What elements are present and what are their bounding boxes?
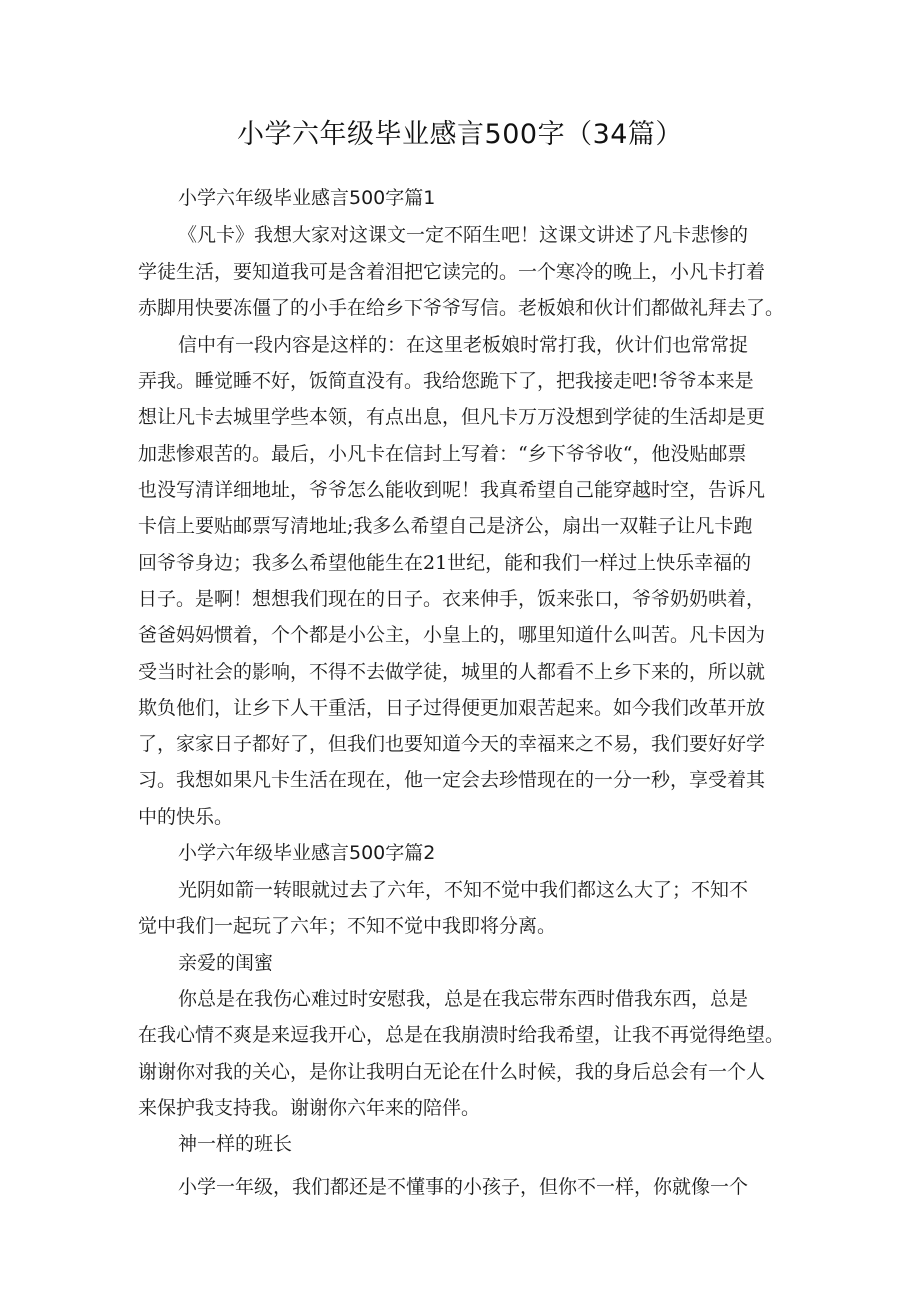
- section-heading-2: 小学六年级毕业感言500字篇2: [178, 842, 436, 864]
- paragraph-line: 觉中我们一起玩了六年；不知不觉中我即将分离。: [138, 915, 557, 937]
- paragraph-line: 在我心情不爽是来逗我开心，总是在我崩溃时给我希望，让我不再觉得绝望。: [138, 1024, 785, 1046]
- section-heading-1: 小学六年级毕业感言500字篇1: [178, 187, 436, 209]
- paragraph-line: 赤脚用快要冻僵了的小手在给乡下爷爷写信。老板娘和伙计们都做礼拜去了。: [138, 297, 785, 319]
- paragraph-line: 学徒生活，要知道我可是含着泪把它读完的。一个寒冷的晚上，小凡卡打着: [138, 261, 766, 283]
- document-title: 小学六年级毕业感言500字（34篇）: [237, 119, 683, 150]
- paragraph-line: 想让凡卡去城里学些本领，有点出息，但凡卡万万没想到学徒的生活却是更: [138, 406, 766, 428]
- paragraph-line: 也没写清详细地址，爷爷怎么能收到呢！我真希望自己能穿越时空，告诉凡: [138, 479, 766, 501]
- paragraph-line: 卡信上要贴邮票写清地址;我多么希望自己是济公，扇出一双鞋子让凡卡跑: [138, 515, 753, 537]
- paragraph-line: 弄我。睡觉睡不好，饭简直没有。我给您跪下了，把我接走吧!爷爷本来是: [138, 370, 754, 392]
- paragraph-line: 来保护我支持我。谢谢你六年来的陪伴。: [138, 1097, 481, 1119]
- paragraph-line: 《凡卡》我想大家对这课文一定不陌生吧！这课文讲述了凡卡悲惨的: [178, 224, 749, 246]
- paragraph-line: 小学一年级，我们都还是不懂事的小孩子，但你不一样，你就像一个: [178, 1176, 749, 1198]
- paragraph-line: 欺负他们，让乡下人干重活，日子过得便更加艰苦起来。如今我们改革开放: [138, 697, 766, 719]
- subheading: 亲爱的闺蜜: [178, 952, 274, 974]
- paragraph-line: 爸爸妈妈惯着，个个都是小公主，小皇上的，哪里知道什么叫苦。凡卡因为: [138, 624, 766, 646]
- paragraph-line: 回爷爷身边；我多么希望他能生在21世纪，能和我们一样过上快乐幸福的: [138, 552, 752, 574]
- paragraph-line: 了，家家日子都好了，但我们也要知道今天的幸福来之不易，我们要好好学: [138, 733, 766, 755]
- paragraph-line: 信中有一段内容是这样的：在这里老板娘时常打我，伙计们也常常捉: [178, 334, 749, 356]
- paragraph-line: 受当时社会的影响，不得不去做学徒，城里的人都看不上乡下来的，所以就: [138, 661, 766, 683]
- paragraph-line: 加悲惨艰苦的。最后，小凡卡在信封上写着：“乡下爷爷收“，他没贴邮票: [138, 443, 747, 465]
- subheading: 神一样的班长: [178, 1133, 293, 1155]
- paragraph-line: 你总是在我伤心难过时安慰我，总是在我忘带东西时借我东西，总是: [178, 988, 749, 1010]
- paragraph-line: 日子。是啊！想想我们现在的日子。衣来伸手，饭来张口，爷爷奶奶哄着，: [138, 588, 766, 610]
- paragraph-line: 谢谢你对我的关心，是你让我明白无论在什么时候，我的身后总会有一个人: [138, 1061, 766, 1083]
- paragraph-line: 中的快乐。: [138, 806, 234, 828]
- paragraph-line: 习。我想如果凡卡生活在现在，他一定会去珍惜现在的一分一秒，享受着其: [138, 769, 766, 791]
- paragraph-line: 光阴如箭一转眼就过去了六年，不知不觉中我们都这么大了；不知不: [178, 879, 749, 901]
